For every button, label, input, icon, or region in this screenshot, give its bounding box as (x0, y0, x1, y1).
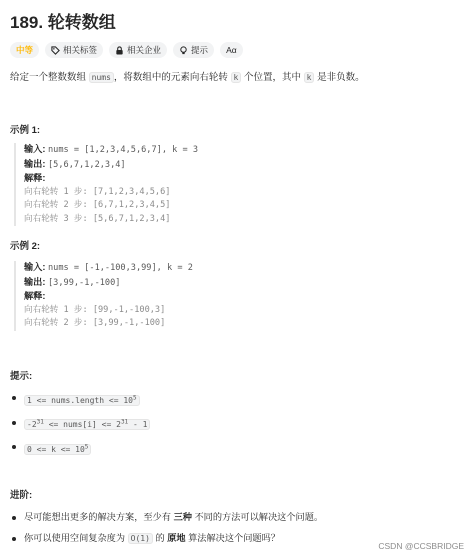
hint-button[interactable] (173, 42, 214, 58)
code-k: k (231, 72, 242, 83)
followup-heading: 进阶: (10, 490, 33, 501)
lock-icon (115, 46, 124, 55)
constraint-item: $0 <= k <= 10^5$ (10, 440, 150, 456)
explain-line: 向右轮转 2 步: [3,99,-1,-100] (24, 318, 166, 328)
followup-list (10, 511, 323, 545)
example-1-heading: 示例 1: (10, 125, 41, 136)
code-k: k (304, 72, 315, 83)
related-companies-button[interactable] (109, 42, 167, 58)
tag-icon (51, 46, 60, 55)
font-size-icon: Aα (226, 45, 237, 55)
explain-line: 向右轮转 2 步: [6,7,1,2,3,4,5] (24, 200, 171, 210)
tag-bar (10, 42, 243, 58)
problem-description: 给定一个整数数组 nums ，将数组中的元素向右轮转 k 个位置，其中 k 是非负数。 (10, 72, 365, 83)
code-nums: nums (89, 72, 114, 83)
related-topics-button[interactable] (45, 42, 103, 58)
followup-item: 尽可能想出更多的解决方案，至少有 三种 不同的方法可以解决这个问题。 (10, 511, 323, 524)
watermark-text: CSDN @CCSBRIDGE (378, 541, 464, 551)
related-topics-label: 相关标签 (63, 45, 98, 55)
font-size-button[interactable] (220, 42, 243, 58)
problem-title: 189. 轮转数组 (10, 13, 116, 32)
followup-item: 你可以使用空间复杂度为 O(1) 的 原地 算法解决这个问题吗？ (10, 532, 323, 545)
lightbulb-icon (179, 46, 188, 55)
constraint-item: 1 <= nums.length <= $10^5$ (10, 391, 150, 407)
example-2-heading: 示例 2: (10, 241, 41, 252)
difficulty-badge: 中等 (10, 42, 39, 58)
explain-line: 向右轮转 1 步: [99,-1,-100,3] (24, 304, 166, 315)
hint-label: 提示 (191, 45, 209, 55)
example-1-block: 输入: nums = [1,2,3,4,5,6,7], k = 3 输出: [5,6,7,1,2,3,4] 解释: 向右轮转 1 步: [7,1,2,3,4,5,6] 向右轮转 2 步: [6,7,1,2,3,4,5] 向右轮转 3 步: [5,6,7,1,2,3,4] (14, 143, 464, 226)
constraints-list (10, 391, 150, 456)
related-companies-label: 相关企业 (127, 45, 162, 55)
constraint-item: $-2^{31}$ <= nums[i] <= $2^{31} - 1$ (10, 416, 150, 432)
example-2-block: 输入: nums = [-1,-100,3,99], k = 2 输出: [3,99,-1,-100] 解释: 向右轮转 1 步: [99,-1,-100,3] 向右轮转 2 步: [3,99,-1,-100] (14, 261, 464, 331)
explain-line: 向右轮转 1 步: [7,1,2,3,4,5,6] (24, 186, 171, 197)
constraints-heading: 提示: (10, 371, 33, 382)
explain-line: 向右轮转 3 步: [5,6,7,1,2,3,4] (24, 213, 171, 224)
